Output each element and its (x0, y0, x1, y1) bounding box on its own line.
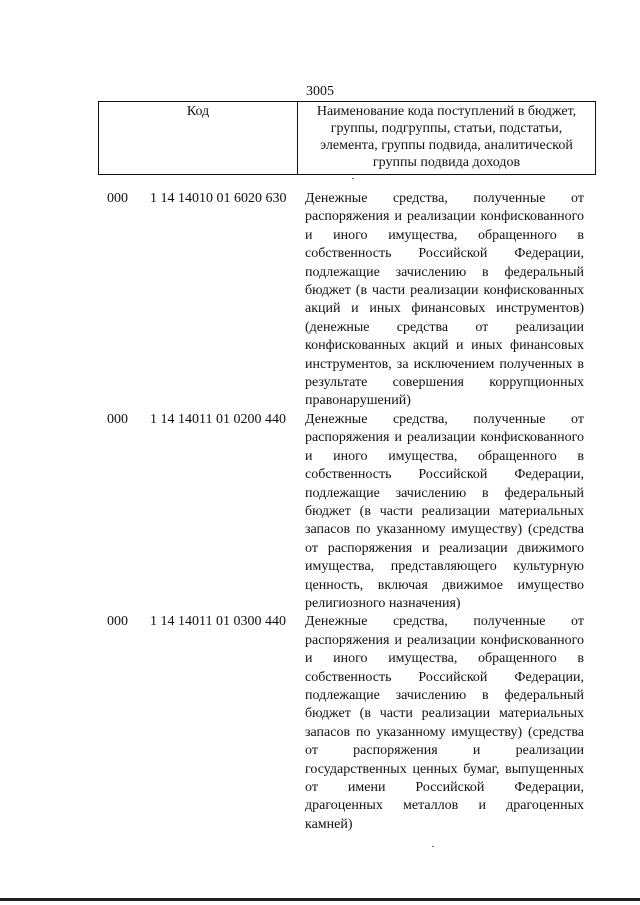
scan-speck (352, 178, 354, 179)
column-header-row (99, 102, 596, 175)
budget-code-list (0, 190, 640, 834)
revenue-code: 1 14 14011 01 0300 440 (150, 614, 286, 630)
budget-code-entry (0, 613, 640, 834)
revenue-description: Денежные средства, полученные от распоряжения и реализации конфискованного и иного имущества, обращенного в собственность Российской Федерации, подлежащие зачислению в федеральный бюджет (в части реализации конфискованных акций и иных финансовых инструментов) (денежные средства от реализации конфискованных акций и иных финансовых инструментов, за исключением полученных в результате совершения коррупционных правонарушений) (305, 191, 584, 409)
column-header-table (98, 101, 596, 175)
admin-code: 000 (107, 614, 128, 630)
revenue-code: 1 14 14010 01 6020 630 (150, 191, 287, 206)
scan-edge-shadow (0, 898, 640, 901)
budget-code-entry (0, 411, 640, 613)
revenue-description: Денежные средства, полученные от распоряжения и реализации конфискованного и иного имущества, обращенного в собственность Российской Федерации, подлежащие зачислению в федеральный бюджет (в части реализации материальных запасов по указанному имуществу) (средства от распоряжения и реализации движимого имущества, представляющего культурную ценность, включая движимое имущество религиозного назначения) (305, 411, 584, 611)
admin-code: 000 (107, 191, 128, 206)
revenue-description: Денежные средства, полученные от распоряжения и реализации конфискованного и иного имущества, обращенного в собственность Российской Федерации, подлежащие зачислению в федеральный бюджет (в части реализации материальных запасов по указанному имуществу) (средства от распоряжения и реализации государственных ценных бумаг, выпущенных от имени Российской Федерации, драгоценных металлов и драгоценных камней) (305, 614, 584, 832)
scan-speck (432, 846, 434, 847)
budget-code-entry (0, 190, 640, 411)
admin-code: 000 (107, 411, 128, 427)
code-column-header: Код (99, 102, 298, 175)
name-column-header: Наименование кода поступлений в бюджет, группы, подгруппы, статьи, подстатьи, элемента, группы подвида, аналитической группы подвида доходов (298, 102, 596, 175)
page-number: 3005 (306, 84, 334, 99)
revenue-code: 1 14 14011 01 0200 440 (150, 411, 286, 427)
